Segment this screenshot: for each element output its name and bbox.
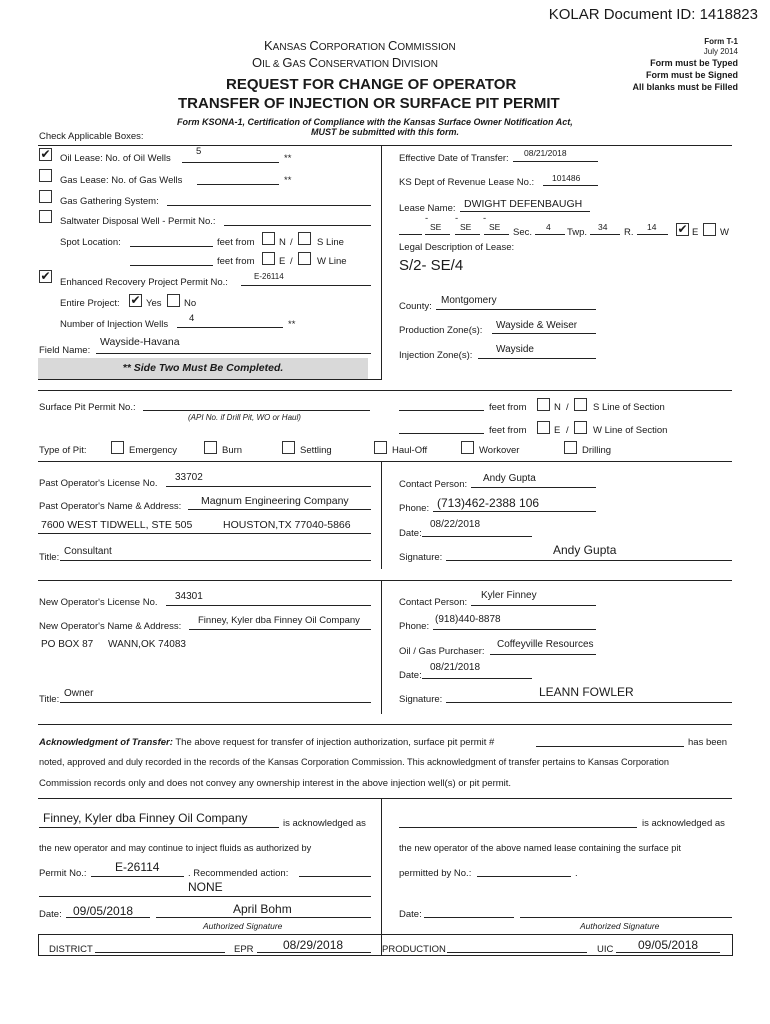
new-date-label: Date: — [399, 670, 422, 681]
effective-date-value[interactable]: 08/21/2018 — [524, 148, 567, 158]
production-zone-label: Production Zone(s): — [399, 325, 483, 336]
requirement-signed: Form must be Signed — [645, 70, 738, 80]
check-boxes-label: Check Applicable Boxes: — [39, 131, 144, 142]
agency-name: KANSAS CORPORATION COMMISSION — [264, 38, 456, 53]
past-phone-label: Phone: — [399, 503, 430, 514]
gas-lease-label: Gas Lease: No. of Gas Wells — [60, 175, 183, 186]
production-label: PRODUCTION — [382, 944, 446, 955]
township-value[interactable]: 34 — [598, 222, 608, 232]
entire-no-checkbox[interactable] — [167, 294, 180, 307]
past-contact-value[interactable]: Andy Gupta — [483, 473, 536, 484]
past-title-label: Title: — [39, 552, 60, 563]
range-e-checkbox[interactable]: ✔ — [677, 222, 688, 236]
new-title-value[interactable]: Owner — [64, 688, 94, 699]
new-address-city[interactable]: WANN,OK 74083 — [108, 639, 186, 650]
pit-workover-checkbox[interactable] — [461, 441, 474, 454]
swd-label: Saltwater Disposal Well - Permit No.: — [60, 216, 216, 227]
form-title-line1: REQUEST FOR CHANGE OF OPERATOR — [226, 76, 517, 93]
pit-settling-checkbox[interactable] — [282, 441, 295, 454]
legal-description-value[interactable]: S/2- SE/4 — [399, 257, 464, 274]
requirement-typed: Form must be Typed — [650, 58, 738, 68]
county-label: County: — [399, 301, 432, 312]
ack-right-statement: the new operator of the above named lease containing the surface pit — [399, 843, 681, 853]
past-license-label: Past Operator's License No. — [39, 478, 158, 489]
injection-zone-value[interactable]: Wayside — [496, 344, 534, 355]
oil-lease-label: Oil Lease: No. of Oil Wells — [60, 153, 171, 164]
oil-wells-count[interactable]: 5 — [196, 146, 202, 157]
ack-left-authorized-signature: Authorized Signature — [203, 921, 283, 931]
new-name-address-label: New Operator's Name & Address: — [39, 621, 182, 632]
epr-label: EPR — [234, 944, 254, 955]
new-license-value[interactable]: 34301 — [175, 591, 203, 602]
new-operator-name[interactable]: Finney, Kyler dba Finney Oil Company — [198, 615, 360, 626]
division-name: OIL & GAS CONSERVATION DIVISION — [252, 55, 438, 70]
enhanced-recovery-permit-no[interactable]: E-26114 — [254, 272, 284, 281]
past-address-city[interactable]: HOUSTON,TX 77040-5866 — [223, 519, 351, 531]
new-title-label: Title: — [39, 694, 60, 705]
new-phone-label: Phone: — [399, 621, 430, 632]
past-license-value[interactable]: 33702 — [175, 472, 203, 483]
form-title-line2: TRANSFER OF INJECTION OR SURFACE PIT PERMIT — [178, 95, 560, 112]
past-contact-label: Contact Person: — [399, 479, 468, 490]
swd-checkbox[interactable] — [39, 210, 52, 223]
enhanced-recovery-label: Enhanced Recovery Project Permit No.: — [60, 277, 228, 288]
pit-n-checkbox[interactable] — [537, 398, 550, 411]
enhanced-recovery-checkbox[interactable]: ✔ — [40, 269, 51, 283]
ack-left-statement: the new operator and may continue to inject fluids as authorized by — [39, 843, 312, 853]
pit-drilling-checkbox[interactable] — [564, 441, 577, 454]
quarter-1[interactable]: SE — [430, 222, 442, 232]
uic-date[interactable]: 09/05/2018 — [638, 938, 699, 952]
new-contact-value[interactable]: Kyler Finney — [481, 590, 537, 601]
past-address-street[interactable]: 7600 WEST TIDWELL, STE 505 — [41, 519, 193, 531]
injection-wells-label: Number of Injection Wells — [60, 319, 169, 330]
past-title-value[interactable]: Consultant — [64, 546, 112, 557]
ksdor-lease-value[interactable]: 101486 — [552, 173, 581, 183]
ack-right-date-label: Date: — [399, 909, 422, 920]
ksdor-lease-label: KS Dept of Revenue Lease No.: — [399, 177, 535, 188]
past-signature-value[interactable]: Andy Gupta — [553, 543, 617, 557]
new-address-street[interactable]: PO BOX 87 — [41, 639, 94, 650]
ack-new-operator-name[interactable]: Finney, Kyler dba Finney Oil Company — [43, 811, 248, 825]
new-license-label: New Operator's License No. — [39, 597, 158, 608]
field-name-label: Field Name: — [39, 345, 91, 356]
production-zone-value[interactable]: Wayside & Weiser — [496, 320, 578, 331]
requirement-filled: All blanks must be Filled — [632, 82, 738, 92]
ack-left-date-label: Date: — [39, 909, 62, 920]
new-signature-value[interactable]: LEANN FOWLER — [539, 685, 634, 699]
form-number: Form T-1 — [704, 37, 738, 46]
surface-pit-permit-label: Surface Pit Permit No.: — [39, 402, 136, 413]
ksona-note-line2: MUST be submitted with this form. — [311, 127, 459, 137]
county-value[interactable]: Montgomery — [441, 295, 497, 306]
form-date: July 2014 — [703, 47, 738, 56]
past-signature-label: Signature: — [399, 552, 443, 563]
acknowledgment-line1: Acknowledgment of Transfer: The above request for transfer of injection authorization, surface pit permit # — [39, 737, 495, 748]
pit-emergency-checkbox[interactable] — [111, 441, 124, 454]
new-signature-label: Signature: — [399, 694, 443, 705]
type-of-pit-label: Type of Pit: — [39, 445, 87, 456]
new-phone-value[interactable]: (918)440-8878 — [435, 614, 501, 625]
spot-location-label: Spot Location: — [60, 237, 121, 248]
pit-burn-checkbox[interactable] — [204, 441, 217, 454]
lease-name-label: Lease Name: — [399, 203, 456, 214]
field-name-value[interactable]: Wayside-Havana — [100, 336, 180, 348]
ksona-note-line1: Form KSONA-1, Certification of Compliance with the Kansas Surface Owner Notification Act, — [177, 117, 573, 127]
uic-label: UIC — [597, 944, 614, 955]
ack-right-authorized-signature: Authorized Signature — [580, 921, 660, 931]
gas-gathering-label: Gas Gathering System: — [60, 196, 159, 207]
spot-s-checkbox[interactable] — [298, 232, 311, 245]
spot-e-checkbox[interactable] — [262, 252, 275, 265]
new-contact-label: Contact Person: — [399, 597, 468, 608]
pit-w-checkbox[interactable] — [574, 421, 587, 434]
ack-permit-no-label: Permit No.: — [39, 868, 87, 879]
spot-w-checkbox[interactable] — [298, 252, 311, 265]
effective-date-label: Effective Date of Transfer: — [399, 153, 509, 164]
epr-date[interactable]: 08/29/2018 — [283, 938, 344, 952]
gas-gathering-checkbox[interactable] — [39, 190, 52, 203]
past-operator-name[interactable]: Magnum Engineering Company — [201, 495, 349, 507]
past-phone-value[interactable]: (713)462-2388 106 — [437, 496, 540, 510]
ack-permit-no-value[interactable]: E-26114 — [115, 860, 160, 874]
pit-s-checkbox[interactable] — [574, 398, 587, 411]
injection-zone-label: Injection Zone(s): — [399, 350, 473, 361]
api-note: (API No. if Drill Pit, WO or Haul) — [188, 413, 301, 422]
gas-lease-checkbox[interactable] — [39, 169, 52, 182]
entire-yes-checkbox[interactable]: ✔ — [130, 293, 141, 307]
ack-recommended-action[interactable]: NONE — [188, 880, 223, 894]
spot-n-checkbox[interactable] — [262, 232, 275, 245]
district-label: DISTRICT — [49, 944, 93, 955]
legal-description-label: Legal Description of Lease: — [399, 242, 515, 253]
quarter-3[interactable]: SE — [489, 222, 501, 232]
ack-left-signer[interactable]: April Bohm — [233, 902, 292, 916]
past-name-address-label: Past Operator's Name & Address: — [39, 501, 182, 512]
section-value[interactable]: 4 — [546, 222, 551, 232]
ack-left-date-value[interactable]: 09/05/2018 — [73, 904, 134, 918]
injection-wells-count[interactable]: 4 — [189, 313, 195, 324]
lease-name-value[interactable]: DWIGHT DEFENBAUGH — [464, 198, 583, 210]
purchaser-label: Oil / Gas Purchaser: — [399, 646, 485, 657]
side-two-banner: ** Side Two Must Be Completed. — [38, 358, 368, 379]
entire-project-label: Entire Project: — [60, 298, 120, 309]
quarter-2[interactable]: SE — [460, 222, 472, 232]
pit-hauloff-checkbox[interactable] — [374, 441, 387, 454]
new-date-value[interactable]: 08/21/2018 — [430, 662, 481, 673]
oil-lease-checkbox[interactable]: ✔ — [40, 147, 51, 161]
range-value[interactable]: 14 — [647, 222, 657, 232]
acknowledgment-line3: Commission records only and does not convey any ownership interest in the above injection well(s) or pit permit. — [39, 778, 512, 789]
pit-e-checkbox[interactable] — [537, 421, 550, 434]
acknowledgment-line2: noted, approved and duly recorded in the records of the Kansas Corporation Commission. This acknowledgment of transfer pertains to Kansas Corporation — [39, 757, 670, 767]
ack-permitted-by-label: permitted by No.: — [399, 868, 472, 879]
range-w-checkbox[interactable] — [703, 223, 716, 236]
kolar-document-id: KOLAR Document ID: 1418823 — [548, 6, 758, 23]
purchaser-value[interactable]: Coffeyville Resources — [497, 639, 594, 650]
past-date-label: Date: — [399, 528, 422, 539]
past-date-value[interactable]: 08/22/2018 — [430, 519, 481, 530]
